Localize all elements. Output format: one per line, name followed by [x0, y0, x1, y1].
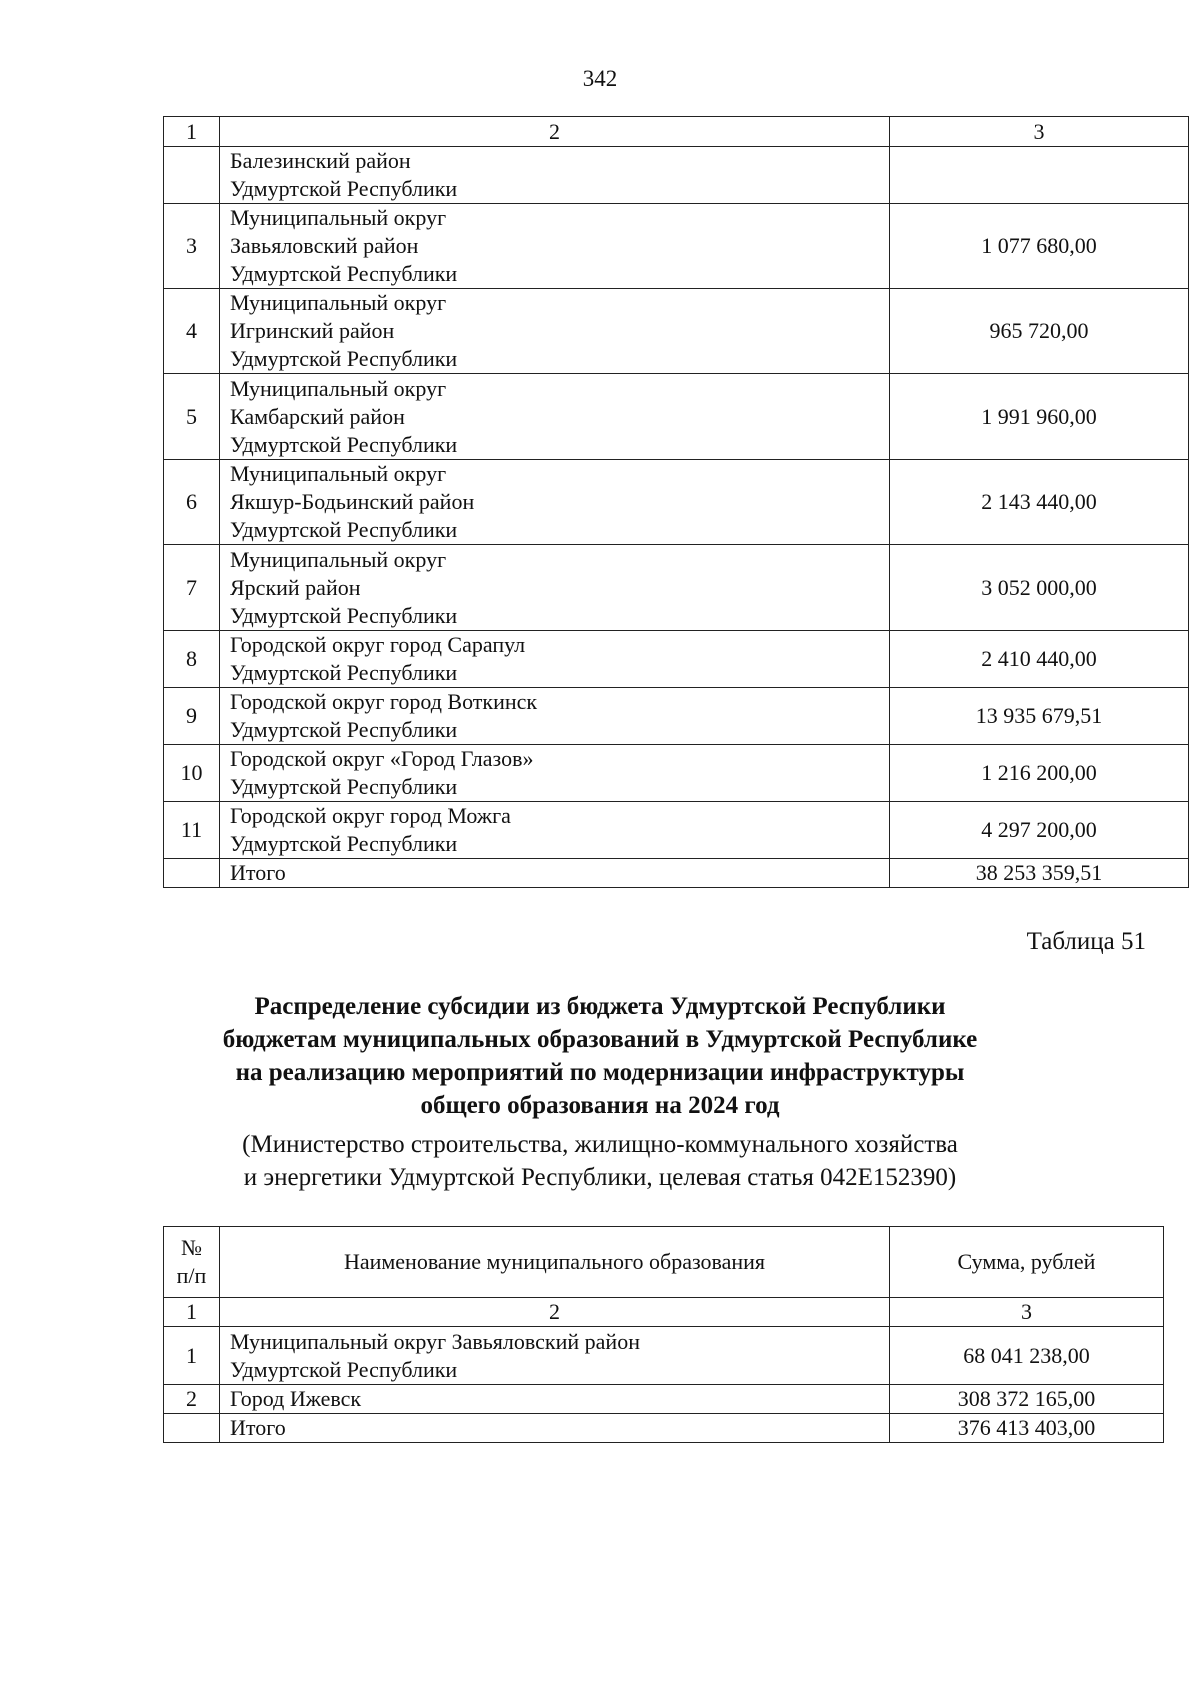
- municipality-name: [220, 374, 890, 460]
- table-row: [164, 745, 1189, 802]
- table2-body: [164, 1227, 1164, 1443]
- amount: 965 720,00: [890, 289, 1189, 374]
- name-line: Муниципальный округ: [230, 546, 447, 572]
- total-amount: 38 253 359,51: [890, 859, 1189, 888]
- table-row: [164, 688, 1189, 745]
- title-line: общего образования на 2024 год: [420, 1092, 780, 1119]
- table-row: [164, 802, 1189, 859]
- municipality-name: [220, 289, 890, 374]
- title-line: на реализацию мероприятий по модернизации инфраструктуры: [235, 1059, 965, 1086]
- header-row: [164, 1227, 1164, 1298]
- name-line: Удмуртской Республики: [230, 176, 458, 201]
- subtitle-line: (Министерство строительства, жилищно-коммунального хозяйства: [242, 1131, 958, 1158]
- amount: 1 991 960,00: [890, 374, 1189, 460]
- name-line: Удмуртской Республики: [230, 660, 458, 685]
- name-line: Итого: [230, 1415, 286, 1440]
- table-row: [164, 460, 1189, 545]
- name-line: Удмуртской Республики: [230, 831, 458, 856]
- name-line: Городской округ город Воткинск: [230, 689, 538, 714]
- name-line: Удмуртской Республики: [230, 346, 458, 371]
- total-row: [164, 1414, 1164, 1443]
- col-number-1: 1: [164, 1298, 220, 1327]
- municipality-name: [220, 631, 890, 688]
- header-number: [164, 1227, 220, 1298]
- title-line: Распределение субсидии из бюджета Удмуртской Республики: [254, 993, 946, 1020]
- amount: 1 216 200,00: [890, 745, 1189, 802]
- header-amount: Сумма, рублей: [890, 1227, 1164, 1298]
- header-number-line: п/п: [176, 1263, 207, 1288]
- name-line: Удмуртской Республики: [230, 261, 458, 286]
- table-title: [0, 990, 1200, 1122]
- total-label: [220, 859, 890, 888]
- municipality-name: [220, 1385, 890, 1414]
- row-number: 7: [164, 545, 220, 631]
- col-number-2: 2: [220, 1298, 890, 1327]
- amount: 308 372 165,00: [890, 1385, 1164, 1414]
- name-line: Якшур-Бодьинский район: [230, 489, 475, 514]
- table-row: [164, 545, 1189, 631]
- row-number: 9: [164, 688, 220, 745]
- total-row: [164, 859, 1189, 888]
- total-label: [220, 1414, 890, 1443]
- amount: 1 077 680,00: [890, 204, 1189, 289]
- name-line: Городской округ «Город Глазов»: [230, 746, 534, 771]
- row-number: [164, 147, 220, 204]
- name-line: Муниципальный округ: [230, 461, 447, 486]
- distribution-table-51: [163, 1226, 1164, 1443]
- subtitle-line: и энергетики Удмуртской Республики, целевая статья 042Е152390): [243, 1164, 957, 1191]
- municipality-name: [220, 545, 890, 631]
- table-row: [164, 1327, 1164, 1385]
- table-row: [164, 1385, 1164, 1414]
- municipality-name: [220, 460, 890, 545]
- municipality-name: [220, 204, 890, 289]
- name-line: Муниципальный округ: [230, 290, 447, 315]
- distribution-table-continued: [163, 116, 1189, 888]
- amount: 68 041 238,00: [890, 1327, 1164, 1385]
- name-line: Удмуртской Республики: [230, 1356, 458, 1382]
- header-name: Наименование муниципального образования: [220, 1227, 890, 1298]
- row-number: 10: [164, 745, 220, 802]
- name-line: Удмуртской Республики: [230, 717, 458, 742]
- row-number: [164, 1414, 220, 1443]
- table-row: [164, 204, 1189, 289]
- amount: 2 410 440,00: [890, 631, 1189, 688]
- row-number: 2: [164, 1385, 220, 1414]
- municipality-name: [220, 147, 890, 204]
- name-line: Город Ижевск: [230, 1386, 362, 1411]
- title-line: бюджетам муниципальных образований в Удмуртской Республике: [222, 1026, 978, 1053]
- name-line: Завьяловский район: [230, 233, 419, 258]
- name-line: Удмуртской Республики: [230, 774, 458, 799]
- name-line: Ярский район: [230, 574, 361, 600]
- row-number: 4: [164, 289, 220, 374]
- municipality-name: [220, 688, 890, 745]
- name-line: Муниципальный округ: [230, 205, 447, 230]
- name-line: Городской округ город Можга: [230, 803, 511, 828]
- col-number-1: 1: [164, 117, 220, 147]
- row-number: 8: [164, 631, 220, 688]
- row-number: 6: [164, 460, 220, 545]
- name-line: Муниципальный округ Завьяловский район: [230, 1328, 640, 1354]
- name-line: Муниципальный округ: [230, 375, 447, 401]
- name-line: Удмуртской Республики: [230, 431, 458, 457]
- table-subtitle: [0, 1128, 1200, 1194]
- name-line: Игринский район: [230, 318, 395, 343]
- municipality-name: [220, 1327, 890, 1385]
- table1-body: [164, 117, 1189, 888]
- table-row: [164, 289, 1189, 374]
- amount: 13 935 679,51: [890, 688, 1189, 745]
- row-number: [164, 859, 220, 888]
- page-number: 342: [582, 66, 618, 91]
- col-number-2: 2: [220, 117, 890, 147]
- col-number-3: 3: [890, 1298, 1164, 1327]
- row-number: 5: [164, 374, 220, 460]
- amount: 4 297 200,00: [890, 802, 1189, 859]
- table-row: [164, 374, 1189, 460]
- column-number-row: [164, 1298, 1164, 1327]
- table-row: [164, 631, 1189, 688]
- municipality-name: [220, 745, 890, 802]
- row-number: 3: [164, 204, 220, 289]
- name-line: Итого: [230, 860, 286, 885]
- name-line: Камбарский район: [230, 403, 405, 429]
- name-line: Удмуртской Республики: [230, 517, 458, 542]
- amount: 3 052 000,00: [890, 545, 1189, 631]
- column-number-row: [164, 117, 1189, 147]
- name-line: Балезинский район: [230, 148, 411, 173]
- table-row: [164, 147, 1189, 204]
- table-caption: Таблица 51: [1026, 928, 1146, 955]
- header-number-line: №: [181, 1235, 202, 1260]
- name-line: Удмуртской Республики: [230, 602, 458, 628]
- col-number-3: 3: [890, 117, 1189, 147]
- amount: [890, 147, 1189, 204]
- municipality-name: [220, 802, 890, 859]
- row-number: 11: [164, 802, 220, 859]
- row-number: 1: [164, 1327, 220, 1385]
- name-line: Городской округ город Сарапул: [230, 632, 526, 657]
- total-amount: 376 413 403,00: [890, 1414, 1164, 1443]
- amount: 2 143 440,00: [890, 460, 1189, 545]
